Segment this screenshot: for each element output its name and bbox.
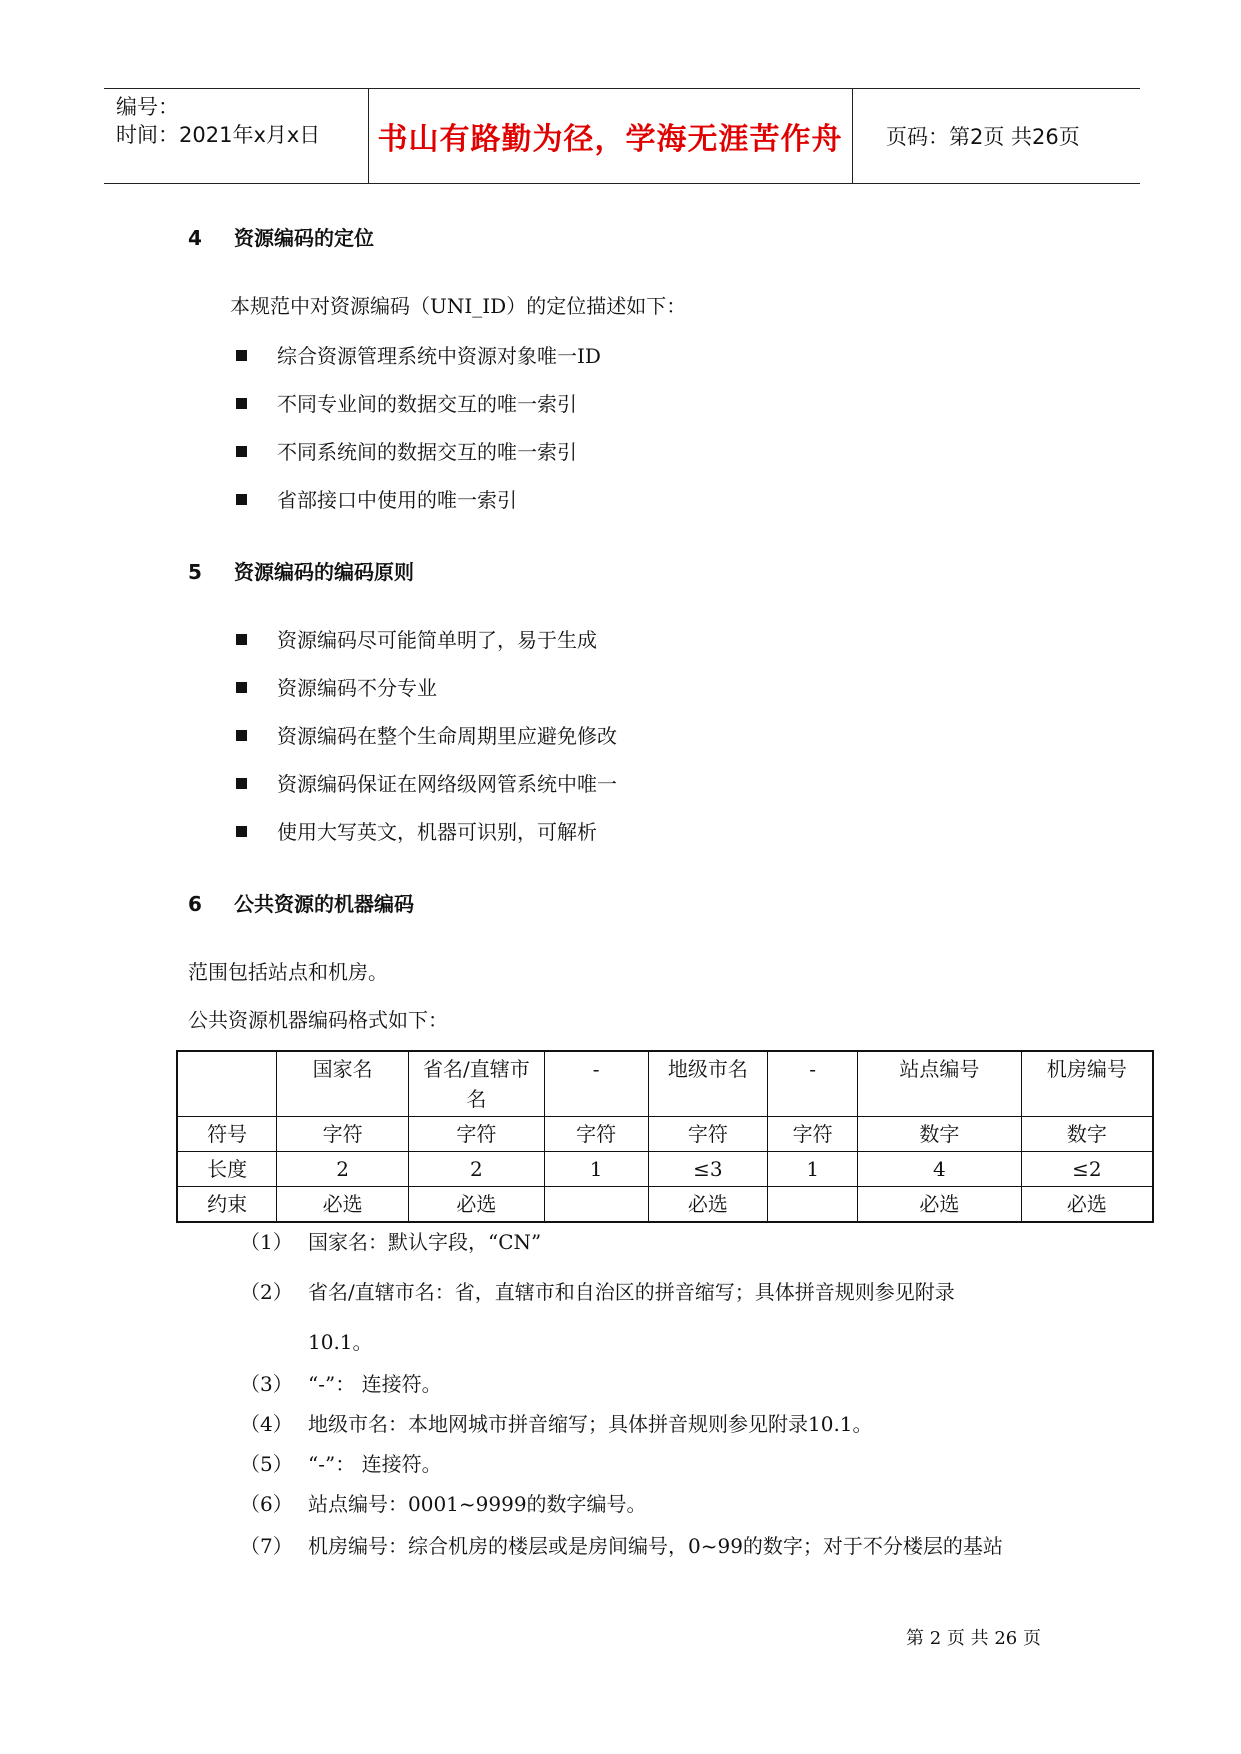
table-row — [177, 1117, 1153, 1152]
table-cell: 数字 — [1021, 1117, 1153, 1152]
section-heading — [188, 222, 374, 251]
section-title: 资源编码的定位 — [234, 226, 374, 250]
list-item: 使用大写英文，机器可识别，可解析 — [236, 816, 597, 845]
bullet-square-icon — [236, 634, 247, 645]
table-cell: 必选 — [858, 1187, 1022, 1223]
header-meta — [116, 93, 366, 149]
table-cell: 4 — [858, 1152, 1022, 1187]
table-cell: 必选 — [277, 1187, 409, 1223]
table-cell: ≤3 — [648, 1152, 768, 1187]
table-cell: 字符 — [277, 1117, 409, 1152]
table-cell: 1 — [544, 1152, 648, 1187]
list-item: 资源编码保证在网络级网管系统中唯一 — [236, 768, 617, 797]
table-cell: 2 — [409, 1152, 545, 1187]
paragraph: 公共资源机器编码格式如下： — [188, 1008, 448, 1032]
table-cell — [544, 1187, 648, 1223]
table-cell: 字符 — [648, 1117, 768, 1152]
note-item: （6） 站点编号：0001~9999的数字编号。 — [240, 1492, 647, 1516]
note-item: （2） 省名/直辖市名：省，直辖市和自治区的拼音缩写；具体拼音规则参见附录 — [240, 1280, 955, 1304]
table-row — [177, 1152, 1153, 1187]
encoding-format-table — [176, 1050, 1154, 1223]
list-item: 资源编码尽可能简单明了，易于生成 — [236, 624, 597, 653]
paragraph: 范围包括站点和机房。 — [188, 960, 388, 984]
section-heading — [188, 556, 414, 585]
note-item: （4） 地级市名：本地网城市拼音缩写；具体拼音规则参见附录10.1。 — [240, 1412, 873, 1436]
table-cell: 符号 — [177, 1117, 277, 1152]
table-cell: 2 — [277, 1152, 409, 1187]
page-header — [104, 88, 1140, 184]
table-cell: 站点编号 — [858, 1051, 1022, 1117]
bullet-square-icon — [236, 446, 247, 457]
bullet-square-icon — [236, 398, 247, 409]
note-item: （1） 国家名：默认字段，“CN” — [240, 1230, 542, 1254]
table-cell: 长度 — [177, 1152, 277, 1187]
note-item: （3） “-”： 连接符。 — [240, 1372, 442, 1396]
list-item: 资源编码不分专业 — [236, 672, 437, 701]
table-cell: 字符 — [544, 1117, 648, 1152]
note-item: 10.1。 — [308, 1330, 373, 1354]
table-header-row — [177, 1051, 1153, 1117]
note-item: （5） “-”： 连接符。 — [240, 1452, 442, 1476]
table-cell: 国家名 — [277, 1051, 409, 1117]
table-cell: 必选 — [1021, 1187, 1153, 1223]
table-cell — [768, 1187, 858, 1223]
header-motto: 书山有路勤为径，学海无涯苦作舟 — [377, 122, 843, 157]
note-item: （7） 机房编号：综合机房的楼层或是房间编号，0~99的数字；对于不分楼层的基站 — [240, 1534, 1003, 1558]
section-number: 6 — [188, 892, 202, 916]
table-cell: 字符 — [768, 1117, 858, 1152]
list-item: 不同专业间的数据交互的唯一索引 — [236, 388, 577, 417]
table-cell: 约束 — [177, 1187, 277, 1223]
table-cell: 字符 — [409, 1117, 545, 1152]
table-cell: 机房编号 — [1021, 1051, 1153, 1117]
number-label: 编号： — [116, 95, 179, 119]
header-divider — [852, 89, 853, 183]
table-cell: 数字 — [858, 1117, 1022, 1152]
time-line: 时间：2021年x月x日 — [116, 123, 321, 147]
section-heading — [188, 888, 414, 917]
table-cell: - — [544, 1051, 648, 1117]
table-cell: 地级市名 — [648, 1051, 768, 1117]
table-cell: - — [768, 1051, 858, 1117]
table-cell: 必选 — [648, 1187, 768, 1223]
table-cell: 省名/直辖市名 — [409, 1051, 545, 1117]
list-item: 不同系统间的数据交互的唯一索引 — [236, 436, 577, 465]
table-row — [177, 1187, 1153, 1223]
bullet-square-icon — [236, 730, 247, 741]
list-item: 资源编码在整个生命周期里应避免修改 — [236, 720, 617, 749]
paragraph: 本规范中对资源编码（UNI_ID）的定位描述如下： — [230, 294, 687, 318]
table-cell: ≤2 — [1021, 1152, 1153, 1187]
bullet-square-icon — [236, 826, 247, 837]
bullet-square-icon — [236, 350, 247, 361]
page-footer: 第 2 页 共 26 页 — [906, 1628, 1041, 1649]
section-number: 5 — [188, 560, 202, 584]
list-item: 省部接口中使用的唯一索引 — [236, 484, 517, 513]
bullet-square-icon — [236, 494, 247, 505]
table-cell: 必选 — [409, 1187, 545, 1223]
bullet-square-icon — [236, 778, 247, 789]
header-page-info: 页码：第2页 共26页 — [886, 125, 1080, 149]
list-item: 综合资源管理系统中资源对象唯一ID — [236, 340, 601, 369]
section-title: 资源编码的编码原则 — [234, 560, 414, 584]
table-cell: 1 — [768, 1152, 858, 1187]
section-number: 4 — [188, 226, 202, 250]
bullet-square-icon — [236, 682, 247, 693]
section-title: 公共资源的机器编码 — [234, 892, 414, 916]
table-cell — [177, 1051, 277, 1117]
